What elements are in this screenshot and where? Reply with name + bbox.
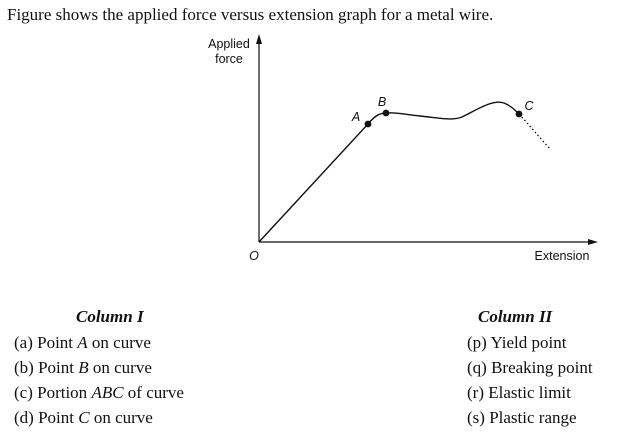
column-1-item-b bbox=[14, 358, 152, 378]
item-text-em: A bbox=[77, 333, 88, 352]
item-text: Yield point bbox=[490, 333, 567, 352]
item-text-post: of curve bbox=[123, 383, 184, 402]
item-text-post: on curve bbox=[89, 408, 153, 427]
item-text-pre: Point bbox=[37, 333, 78, 352]
item-tag: (a) bbox=[14, 333, 33, 352]
column-1-item-a bbox=[14, 333, 151, 353]
column-1-heading: Column I bbox=[76, 307, 144, 326]
origin-label: O bbox=[249, 249, 259, 263]
item-text: Plastic range bbox=[489, 408, 577, 427]
stress-strain-curve bbox=[259, 102, 519, 242]
item-text-post: on curve bbox=[88, 358, 152, 377]
point-a-dot bbox=[365, 121, 372, 128]
item-text-pre: Portion bbox=[37, 383, 92, 402]
item-text-em: B bbox=[78, 358, 89, 377]
item-tag: (p) bbox=[467, 333, 487, 352]
point-b-label: B bbox=[377, 95, 387, 109]
item-tag: (r) bbox=[467, 383, 484, 402]
point-a-label: A bbox=[351, 110, 361, 124]
column-2-heading: Column II bbox=[478, 307, 553, 326]
item-tag: (s) bbox=[467, 408, 485, 427]
y-axis-label-line2: force bbox=[215, 52, 243, 66]
y-axis-arrow bbox=[256, 34, 262, 44]
column-2-item-q bbox=[467, 358, 593, 378]
item-text-pre: Point bbox=[38, 408, 79, 427]
intro-text: Figure shows the applied force versus extension graph for a metal wire. bbox=[7, 5, 494, 24]
item-text: Elastic limit bbox=[488, 383, 571, 402]
column-2-item-s bbox=[467, 408, 577, 428]
item-text-post: on curve bbox=[87, 333, 151, 352]
curve-dotted-tail bbox=[519, 114, 551, 150]
item-text-em: ABC bbox=[91, 383, 124, 402]
column-1-item-c bbox=[14, 383, 184, 403]
point-c-label: C bbox=[524, 99, 534, 113]
item-tag: (q) bbox=[467, 358, 487, 377]
point-c-dot bbox=[516, 111, 523, 118]
item-text: Breaking point bbox=[491, 358, 593, 377]
column-1-item-d bbox=[14, 408, 153, 428]
y-axis-label-line1: Applied bbox=[208, 37, 250, 51]
x-axis-label: Extension bbox=[534, 249, 590, 263]
item-tag: (b) bbox=[14, 358, 34, 377]
item-tag: (d) bbox=[14, 408, 34, 427]
item-tag: (c) bbox=[14, 383, 33, 402]
column-2-item-p bbox=[467, 333, 566, 353]
point-b-dot bbox=[383, 110, 390, 117]
item-text-pre: Point bbox=[38, 358, 79, 377]
item-text-em: C bbox=[78, 408, 90, 427]
x-axis-arrow bbox=[588, 239, 598, 245]
column-2-item-r bbox=[467, 383, 571, 403]
